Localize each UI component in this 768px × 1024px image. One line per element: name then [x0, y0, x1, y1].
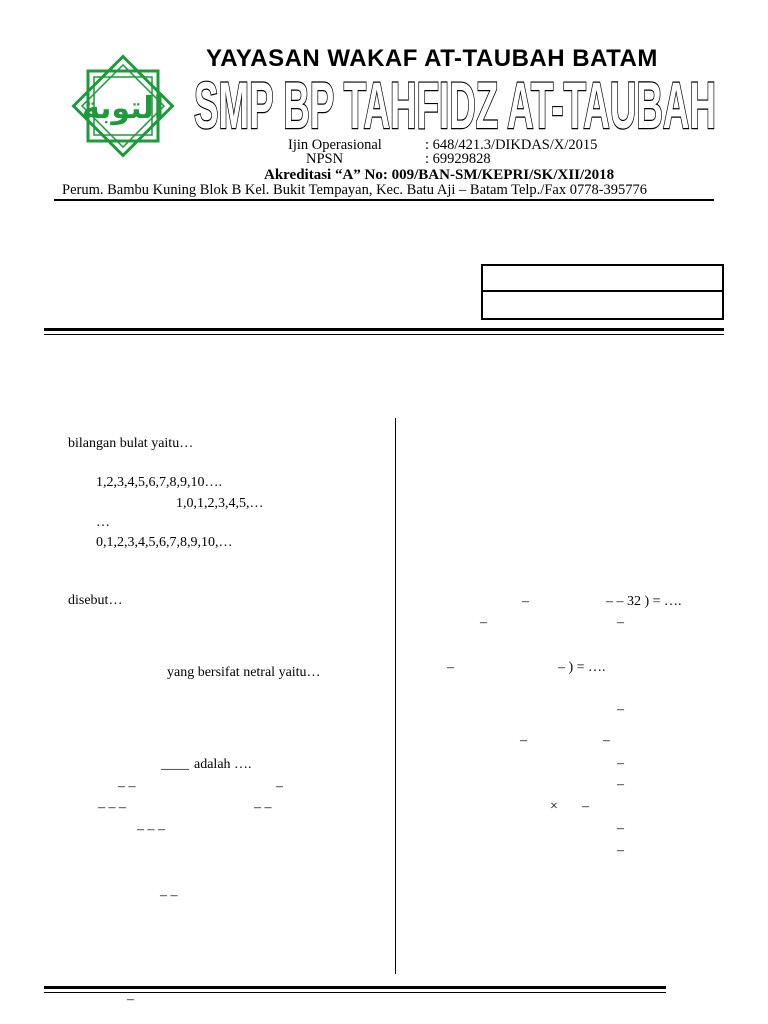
school-name-banner [194, 72, 718, 134]
right-q2-expression: – ) = …. [558, 660, 606, 675]
right-q3-line-5: – [617, 821, 624, 836]
section-rule-top-thick [44, 328, 724, 331]
question-4-stem: adalah …. [194, 757, 252, 772]
identity-box-divider [483, 290, 722, 292]
question-1-option-d: 0,1,2,3,4,5,6,7,8,9,10,… [96, 535, 233, 550]
right-q3-line-2: – [617, 756, 624, 771]
question-4-line-1: – – [118, 779, 136, 794]
right-q1-expression: – – 32 ) = …. [606, 594, 682, 609]
section-rule-bottom-thin [44, 992, 666, 993]
right-q1-line-2a: – [480, 615, 487, 630]
right-q2-dash: – [447, 660, 454, 675]
npsn-value: : 69929828 [425, 151, 491, 167]
question-4-line-2: – – – [98, 800, 126, 815]
question-5-line: – – [160, 888, 178, 903]
question-4-blank: ____ [161, 757, 189, 772]
right-q3-times: × [550, 799, 558, 814]
foundation-name: YAYASAN WAKAF AT-TAUBAH BATAM [206, 45, 658, 72]
permit-value: : 648/421.3/DIKDAS/X/2015 [425, 137, 598, 153]
right-q2-line-2: – [617, 702, 624, 717]
right-q3-line-1a: – [520, 733, 527, 748]
right-q3-line-3: – [617, 777, 624, 792]
column-divider [395, 418, 396, 974]
question-4-line-3: – – – [137, 822, 165, 837]
question-2-stem: disebut… [68, 593, 123, 608]
npsn-label: NPSN [306, 151, 344, 167]
section-rule-bottom-thick [44, 986, 666, 989]
school-address: Perum. Bambu Kuning Blok B Kel. Bukit Tempayan, Kec. Batu Aji – Batam Telp./Fax 0778-395776 [62, 182, 648, 198]
right-q1-line-2b: – [617, 615, 624, 630]
school-name: SMP BP TAHFIDZ AT-TAUBAH [194, 72, 716, 134]
letterhead-divider [54, 199, 714, 201]
logo-calligraphy: التوبة [81, 91, 165, 126]
right-q1-dash: – [522, 594, 529, 609]
student-identity-box [481, 264, 724, 320]
question-4-line-2b: – – [254, 800, 272, 815]
question-1-option-a: 1,2,3,4,5,6,7,8,9,10…. [96, 475, 222, 490]
right-q3-line-1b: – [603, 733, 610, 748]
question-1-option-b: 1,0,1,2,3,4,5,… [176, 496, 264, 511]
permit-label: Ijin Operasional [288, 137, 382, 153]
question-4-line-1b: – [276, 779, 283, 794]
accreditation-line: Akreditasi “A” No: 009/BAN-SM/KEPRI/SK/XII/2018 [264, 167, 615, 183]
school-logo-emblem [62, 50, 184, 162]
question-1-stem: bilangan bulat yaitu… [68, 436, 194, 451]
question-3-stem: yang bersifat netral yaitu… [167, 665, 321, 680]
right-q3-line-6: – [617, 843, 624, 858]
question-1-option-c: … [96, 515, 110, 530]
footer-dash: – [127, 992, 134, 1007]
right-q3-line-4: – [582, 799, 589, 814]
section-rule-top-thin [44, 334, 724, 335]
